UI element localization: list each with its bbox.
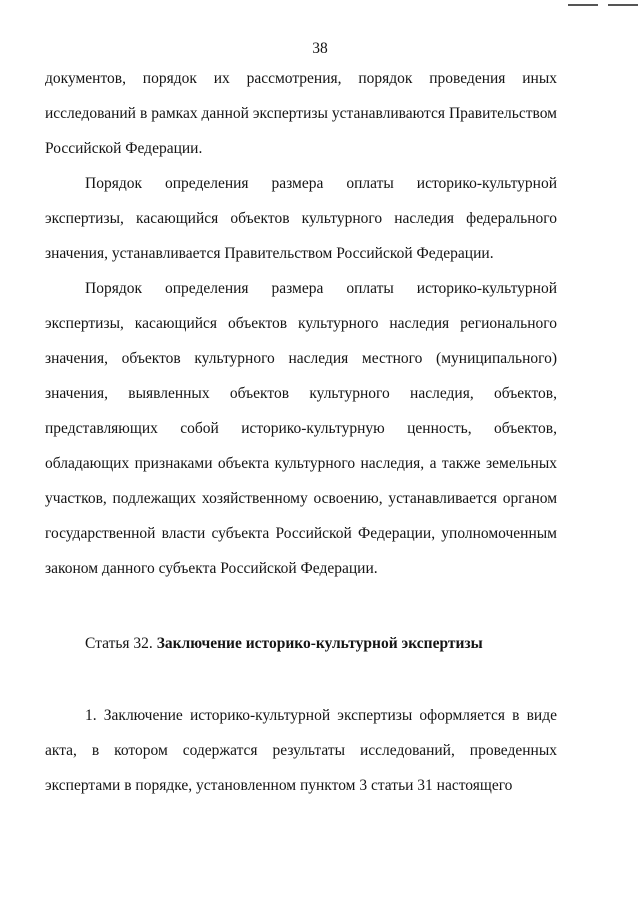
paragraph-continuation: документов, порядок их рассмотрения, порядок проведения иных исследований в рамках данной экспертизы устанавливаются Правительством Российской Федерации.	[45, 70, 557, 157]
heading-spacer	[45, 586, 557, 626]
article-label: Статья 32.	[85, 635, 153, 652]
paragraph-federal-fee: Порядок определения размера оплаты историко-культурной экспертизы, касающийся объектов культурного наследия федерального значения, устанавливается Правительством Российской Федерации.	[45, 175, 557, 262]
article-title: Заключение историко-культурной экспертизы	[156, 635, 483, 652]
article-heading	[45, 626, 557, 661]
heading-after-spacer	[45, 661, 557, 698]
paragraph-conclusion-act: 1. Заключение историко-культурной экспертизы оформляется в виде акта, в котором содержатся результаты исследований, проведенных экспертами в порядке, установленном пунктом 3 статьи 31 настоящего	[45, 707, 557, 794]
scan-corner-marks	[560, 2, 640, 8]
document-body	[45, 61, 557, 803]
page-number: 38	[312, 40, 328, 57]
paragraph-regional-fee: Порядок определения размера оплаты историко-культурной экспертизы, касающийся объектов культурного наследия регионального значения, объектов культурного наследия местного (муниципального) значения, выявленных объектов культурного наследия, объектов, представляющих собой историко-культурную ценность, объектов, обладающих признаками объекта культурного наследия, а также земельных участков, подлежащих хозяйственному освоению, устанавливается органом государственной власти субъекта Российской Федерации, уполномоченным законом данного субъекта Российской Федерации.	[45, 280, 557, 577]
